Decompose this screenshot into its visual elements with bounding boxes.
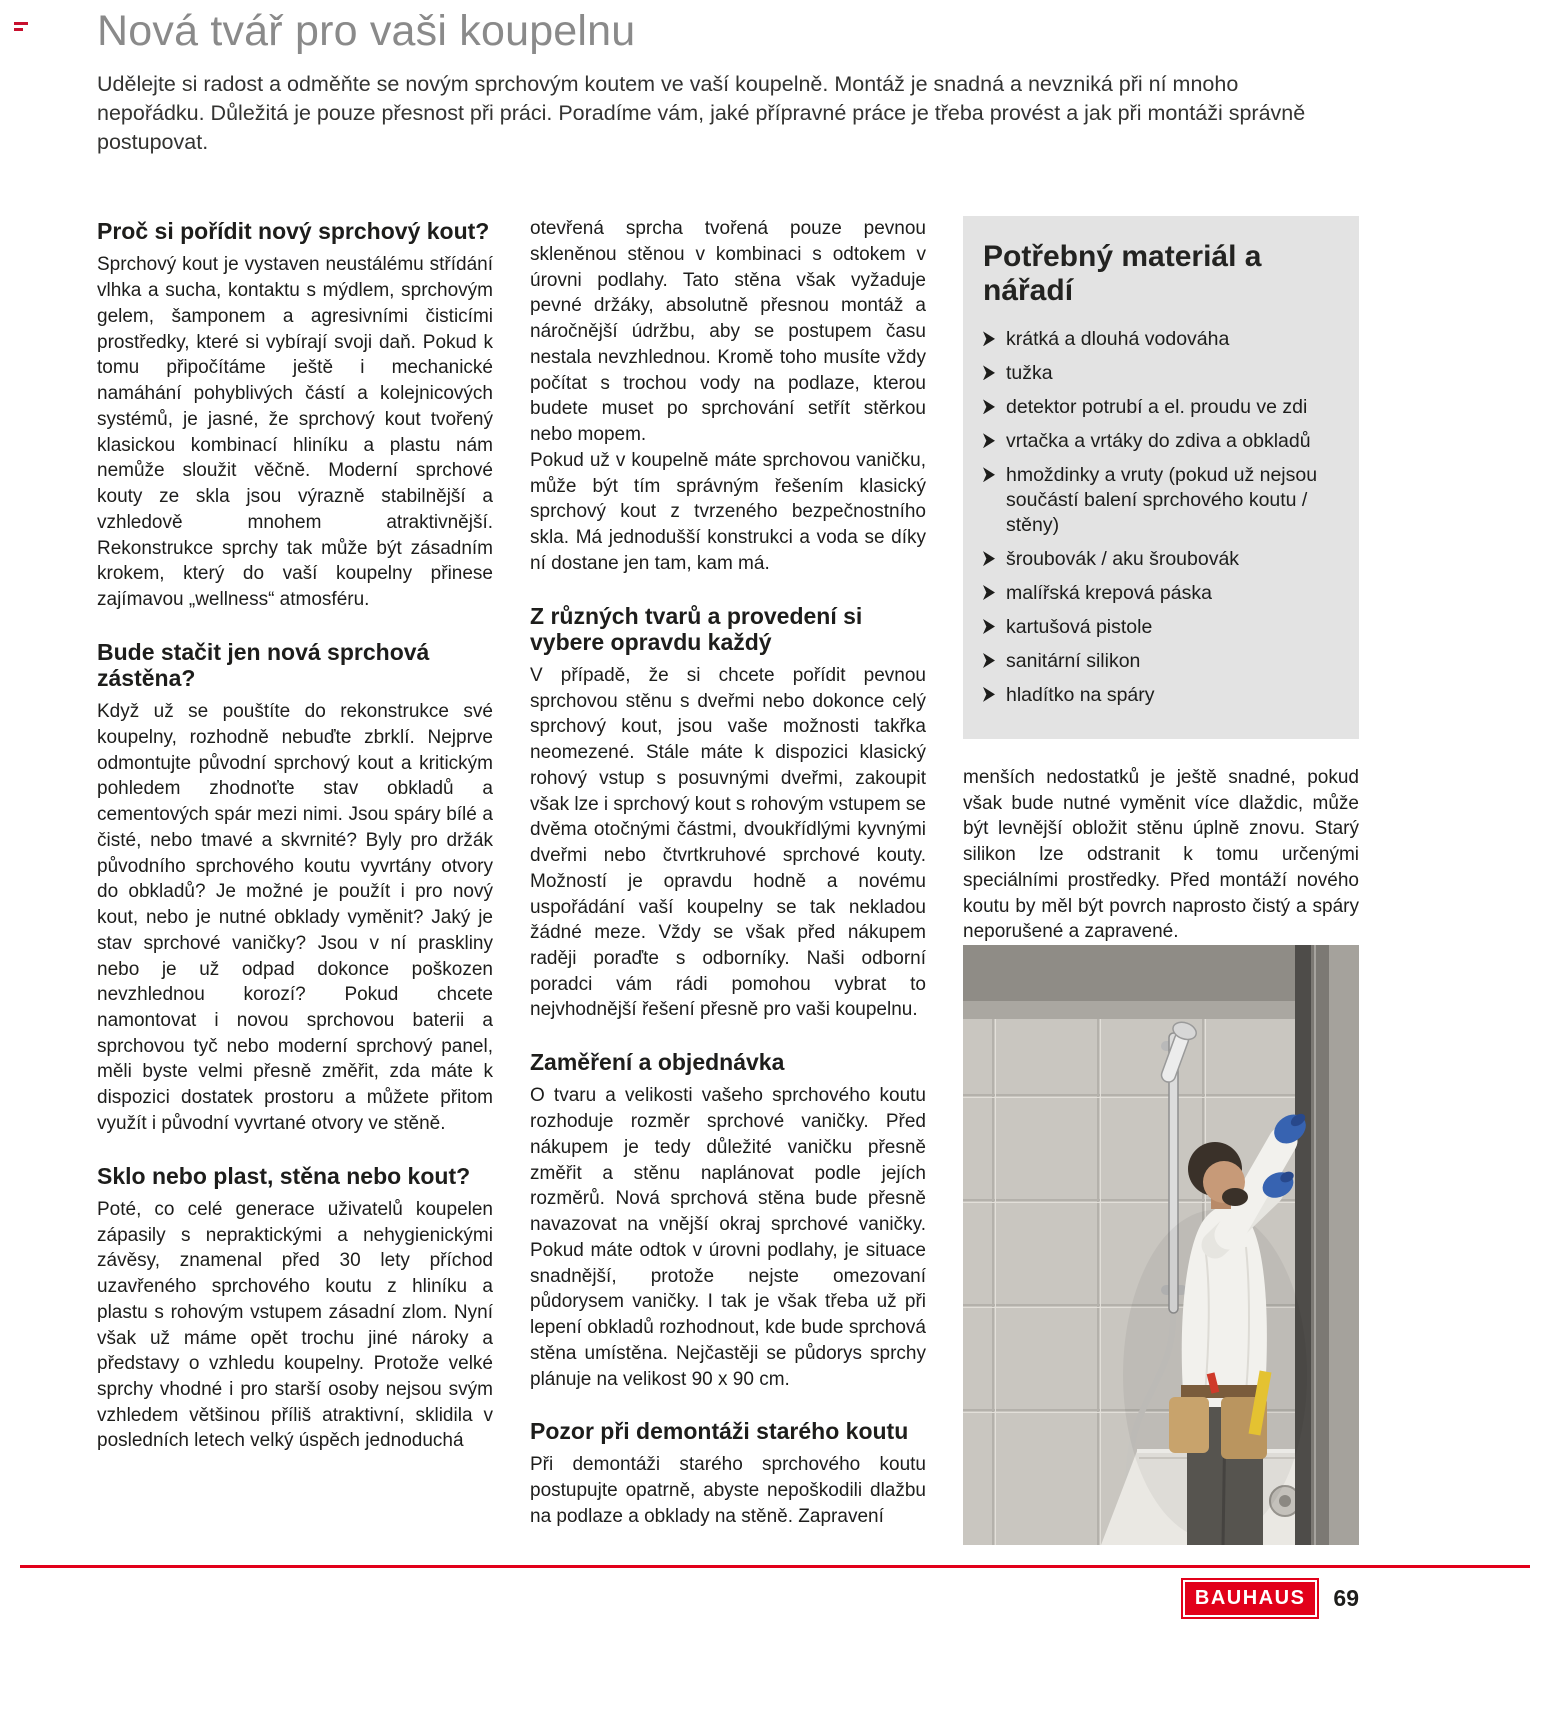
list-item-label: šroubovák / aku šroubovák (1006, 548, 1240, 571)
section-heading: Sklo nebo plast, stěna nebo kout? (97, 1162, 471, 1189)
arrow-bullet-icon (983, 653, 995, 668)
list-item (983, 361, 1339, 386)
body-paragraph: Při demontáži starého sprchového koutu postupujte opatrně, abyste nepoškodili dlažbu na podlaze a obklady na stěně. Zapravení (530, 1454, 926, 1527)
list-item-label: hmoždinky a vruty (pokud už nejsou součástí balení sprchového koutu / stěny) (1006, 464, 1318, 537)
page-footer (1181, 1578, 1359, 1619)
body-paragraph: otevřená sprcha tvořená pouze pevnou skleněnou stěnou v kombinaci s odtokem v úrovni podlahy. Tato stěna však vyžaduje pevné držáky, absolutně přesnou montáž a náročnější údržbu, aby se postupem času nestala nevzhlednou. Kromě toho musíte vždy počítat s trochou vody na podlaze, kterou budete muset po sprchování setřít stěrkou nebo mopem. (530, 218, 926, 446)
arrow-bullet-icon (983, 551, 995, 566)
materials-box-title: Potřebný materiál a nářadí (983, 240, 1262, 307)
list-item (983, 649, 1339, 674)
bauhaus-logo: BAUHAUS (1181, 1578, 1320, 1619)
body-paragraph: O tvaru a velikosti vašeho sprchového koutu rozhoduje rozměr sprchové vaničky. Před nákupem je tedy důležité vaničku přesně změřit a stěnu naplánovat podle jejích rozměrů. Nová sprchová stěna bude přesně navazovat na vnější okraj sprchové vaničky. Pokud máte odtok v úrovni podlahy, je situace snadnější, protože nejste omezovaní půdorysem vaničky. I tak je však třeba už při lepení obkladů rozhodnout, kde bude sprchová stěna umístěna. Nejčastěji se půdorys sprchy plánuje na velikost 90 x 90 cm. (530, 1085, 926, 1390)
arrow-bullet-icon (983, 687, 995, 702)
registration-mark-icon (14, 22, 28, 34)
intro-paragraph: Udělejte si radost a odměňte se novým sprchovým koutem ve vaší koupelně. Montáž je snadná a nevzniká při ní mnoho nepořádku. Důležitá je pouze přesnost při práci. Poradíme vám, jaké přípravné práce je třeba provést a jak při montáži správně postupovat. (97, 72, 1306, 154)
section-heading: Zaměření a objednávka (530, 1049, 785, 1076)
footer-rule (20, 1565, 1530, 1568)
materials-box (963, 216, 1359, 739)
list-item-label: malířská krepová páska (1006, 582, 1212, 605)
column-2 (530, 216, 926, 1545)
list-item (983, 581, 1339, 606)
list-item-label: vrtačka a vrtáky do zdiva a obkladů (1006, 430, 1311, 453)
list-item-label: hladítko na spáry (1006, 683, 1155, 706)
list-item-label: tužka (1006, 362, 1053, 385)
list-item-label: detektor potrubí a el. proudu ve zdi (1006, 396, 1308, 419)
list-item (983, 327, 1339, 352)
body-paragraph: Pokud už v koupelně máte sprchovou vaničku, může být tím správným řešením klasický sprchový kout z tvrzeného bezpečnostního skla. Má jednodušší konstrukci a voda se díky ní dostane jen tam, kam má. (530, 449, 926, 574)
column-1 (97, 216, 493, 1545)
list-item (983, 547, 1339, 572)
arrow-bullet-icon (983, 585, 995, 600)
arrow-bullet-icon (983, 365, 995, 380)
body-paragraph: V případě, že si chcete pořídit pevnou sprchovou stěnu s dveřmi nebo dokonce celý sprchový kout, jsou vaše možnosti takřka neomezené. Stále máte k dispozici klasický rohový vstup s posuvnými dveřmi, zakoupit však lze i sprchový kout s rohovým vstupem se dvěma otočnými částmi, dvoukřídlými kyvnými dveřmi nebo čtvrtkruhové sprchové kouty. Možností je opravdu hodně a novému uspořádání vaší koupelny se tak nekladou žádné meze. Vždy se však před nákupem raději poraďte s odborníky. Naši odborní poradci vám rádi pomohou vybrat to nejvhodnější řešení přesně pro vaši koupelnu. (530, 664, 926, 1021)
page-number: 69 (1333, 1585, 1359, 1611)
arrow-bullet-icon (983, 433, 995, 448)
arrow-bullet-icon (983, 399, 995, 414)
article-columns (0, 216, 1550, 1545)
list-item-label: sanitární silikon (1006, 649, 1141, 672)
section-heading: Pozor při demontáži starého koutu (530, 1418, 909, 1445)
section-heading: Bude stačit jen nová sprchová zástěna? (97, 638, 430, 691)
section-heading: Z různých tvarů a provedení si vybere opravdu každý (530, 602, 863, 655)
page-header (0, 0, 1550, 156)
list-item-label: krátká a dlouhá vodováha (1006, 328, 1230, 351)
list-item-label: kartušová pistole (1006, 615, 1153, 638)
installation-photo (963, 945, 1359, 1545)
arrow-bullet-icon (983, 331, 995, 346)
materials-list (983, 327, 1339, 707)
list-item (983, 615, 1339, 640)
body-paragraph: Když už se pouštíte do rekonstrukce své koupelny, rozhodně nebuďte zbrklí. Nejprve odmontujte původní sprchový kout a kritickým pohledem zhodnoťte stav obkladů a cementových spár mezi nimi. Jsou spáry bílé a čisté, nebo tmavé a skvrnité? Byly pro držák původního sprchového koutu vyvrtány otvory do obkladů? Je možné je použít i pro nový kout, nebo je nutné obklady vyměnit? Jaký je stav sprchové vaničky? Jsou v ní praskliny nebo je už odpad dokonce poškozen nevzhlednou korozí? Pokud chcete namontovat i novou sprchovou baterii a sprchovou tyč nebo moderní sprchový panel, měli byste velmi přesně změřit, zda máte k dispozici dostatek prostoru a můžete přitom využít i původní vyvrtané otvory ve stěně. (97, 701, 493, 1134)
arrow-bullet-icon (983, 467, 995, 482)
body-paragraph: Sprchový kout je vystaven neustálému střídání vlhka a sucha, kontaktu s mýdlem, sprchovým gelem, šamponem a agresivními čisticími prostředky, které si vybírají svoji daň. Pokud k tomu připočítáme ještě i mechanické namáhání pohyblivých částí a kolejnicových systémů, je jasné, že sprchový kout tvořený klasickou kombinací hliníku a plastu nám nemůže sloužit věčně. Moderní sprchové kouty ze skla jsou výrazně stabilnější a vzhledově mnohem atraktivnější. Rekonstrukce sprchy tak může být zásadním krokem, který do vaší koupelny přinese zajímavou „wellness“ atmosféru. (97, 254, 493, 610)
page-title: Nová tvář pro vaši koupelnu (97, 7, 636, 55)
section-heading: Proč si pořídit nový sprchový kout? (97, 218, 490, 245)
body-paragraph: menších nedostatků je ještě snadné, pokud však bude nutné vyměnit více dlaždic, může být levnější obložit stěnu úplně znovu. Starý silikon lze odstranit k tomu určenými speciálními prostředky. Před montáží nového koutu by měl být povrch naprosto čistý a spáry neporušené a zapravené. (963, 766, 1359, 943)
list-item (983, 463, 1339, 538)
body-paragraph: Poté, co celé generace uživatelů koupelen zápasily s nepraktickými a nehygienickými závěsy, znamenal před 30 lety příchod uzavřeného sprchového koutu z hliníku a plastu s rohovým vstupem zásadní zlom. Nyní však už máme opět trochu jiné nároky a představy o vzhledu koupelny. Protože velké sprchy vhodné i pro starší osoby nejsou svým vzhledem většinou příliš atraktivní, sklidila v posledních letech velký úspěch jednoduchá (97, 1198, 493, 1452)
list-item (983, 429, 1339, 454)
list-item (983, 395, 1339, 420)
column-3 (963, 216, 1359, 1545)
list-item (983, 683, 1339, 708)
arrow-bullet-icon (983, 619, 995, 634)
